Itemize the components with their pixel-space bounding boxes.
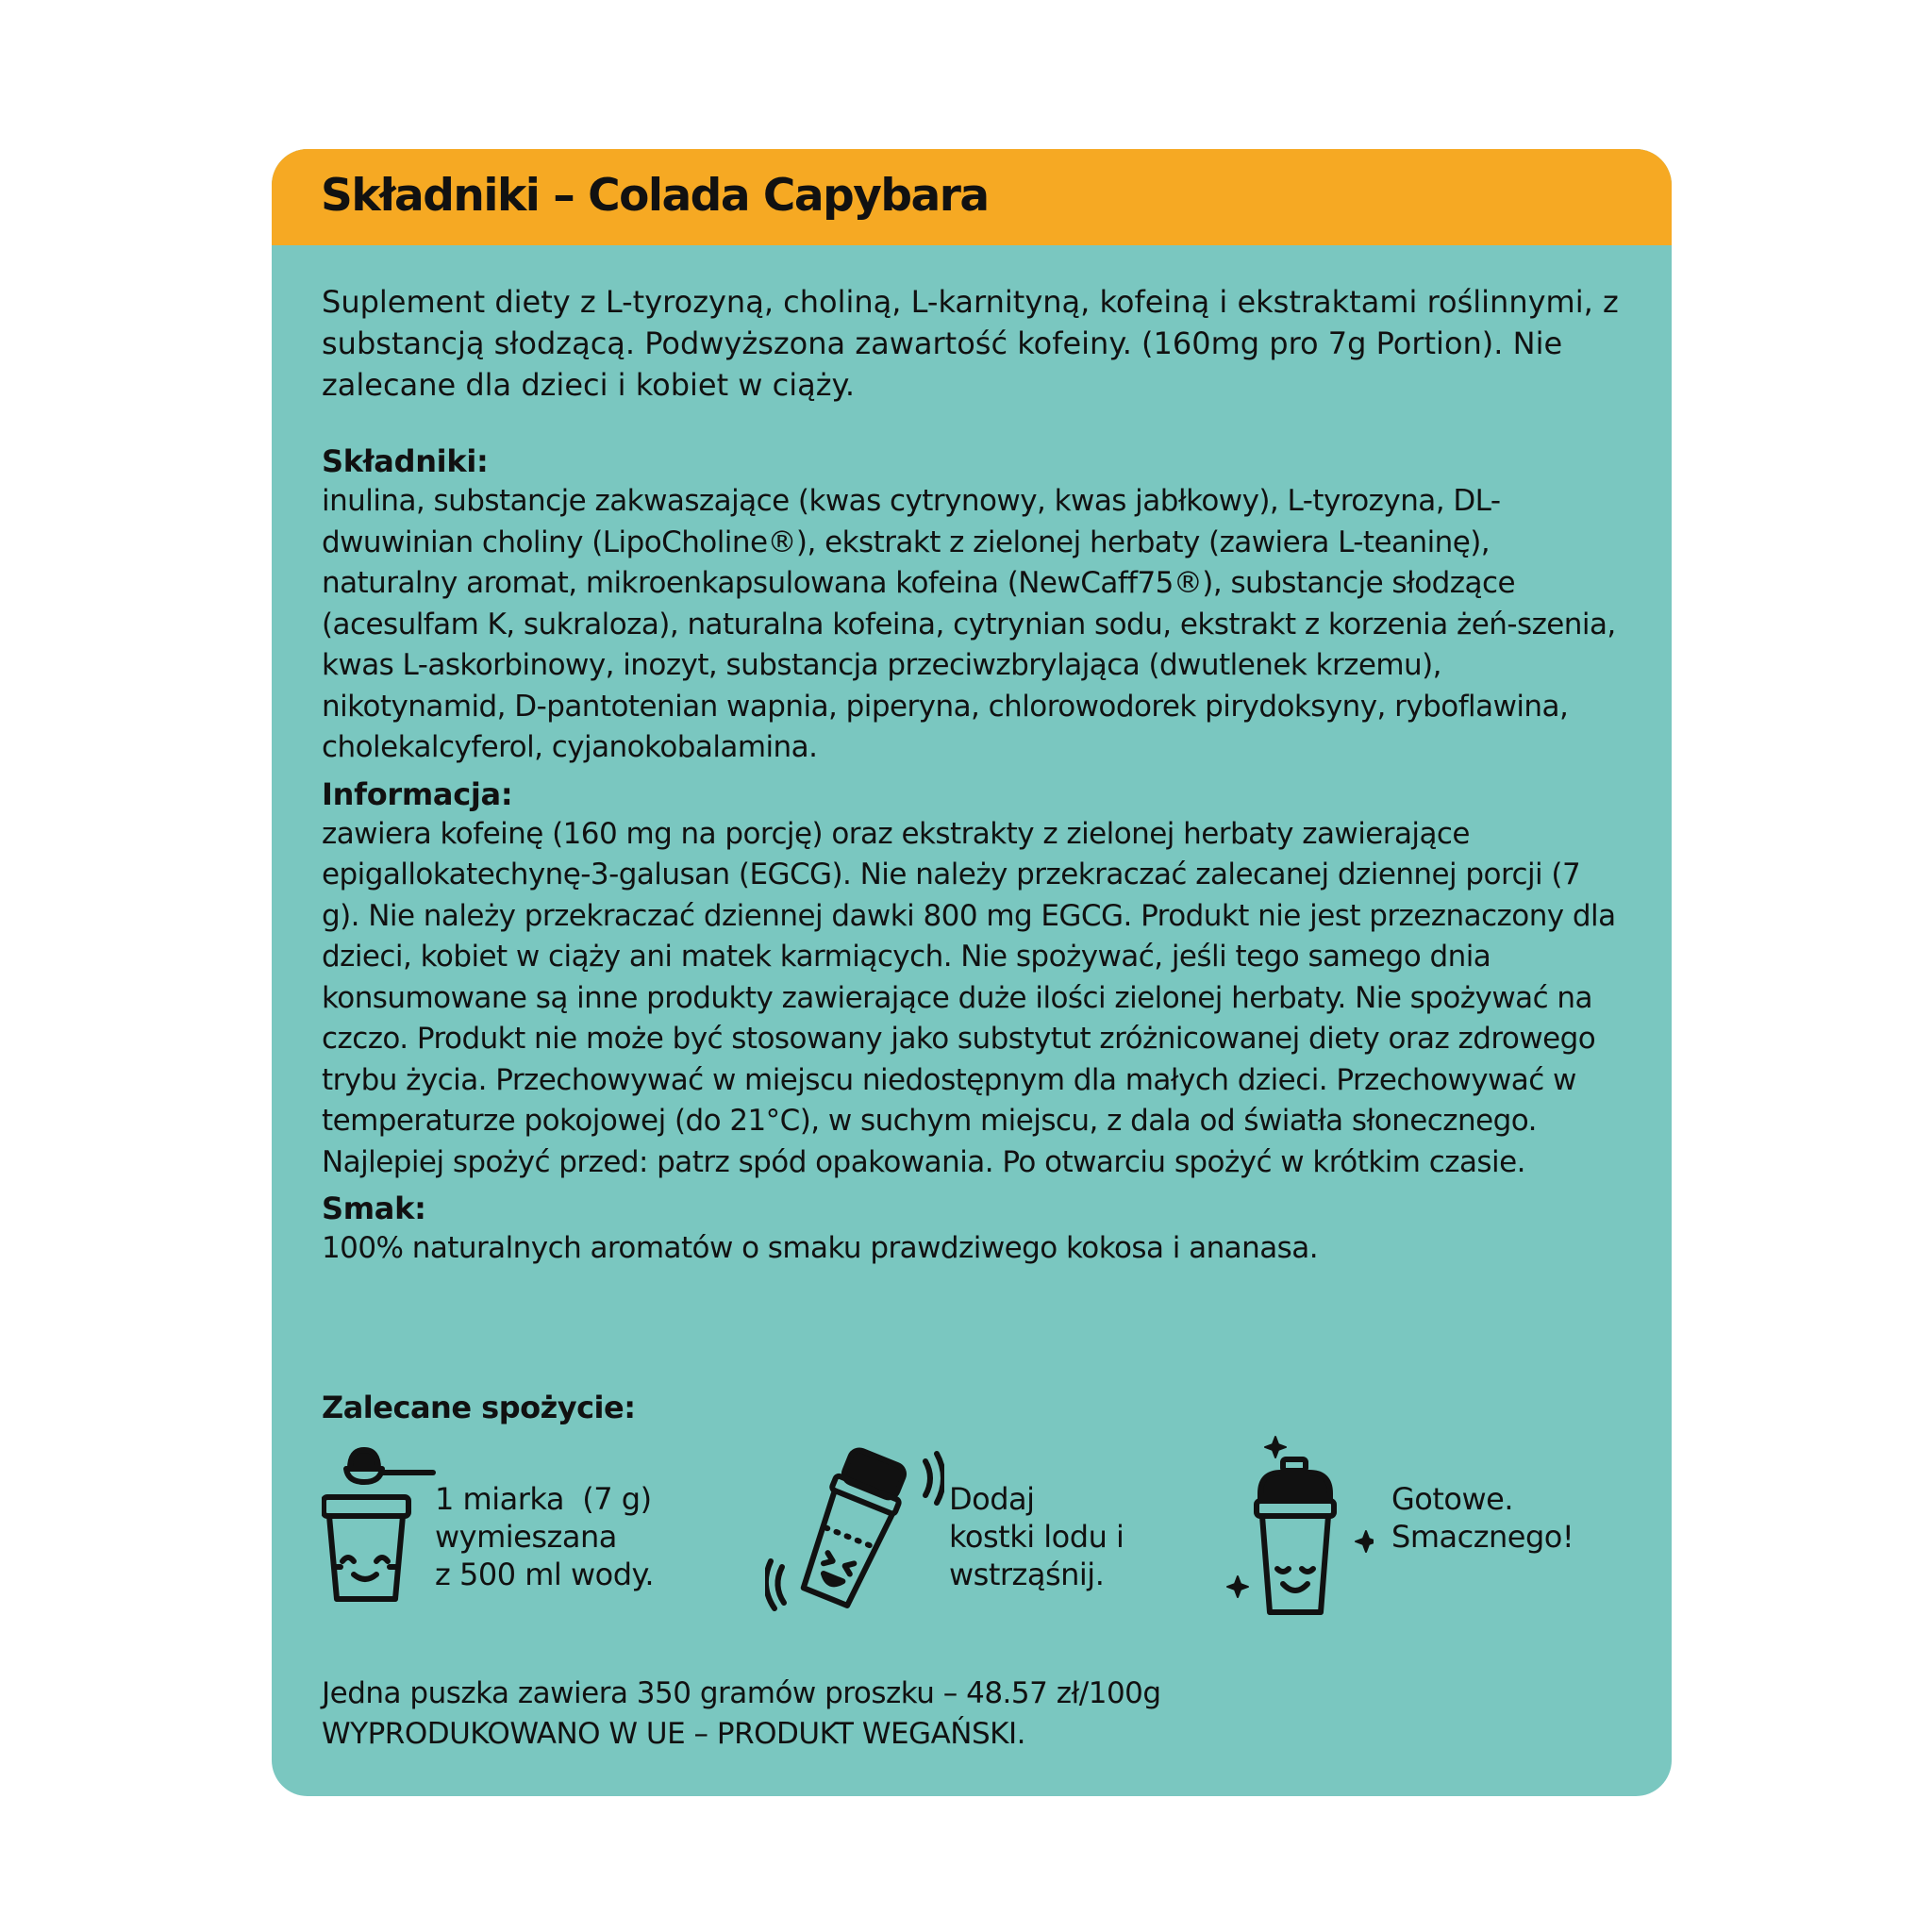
step-1-line-2: wymieszana — [435, 1519, 617, 1555]
step-3-line-1: Gotowe. — [1391, 1481, 1514, 1517]
step-3-line-2: Smacznego! — [1391, 1519, 1574, 1555]
intro-text: Suplement diety z L-tyrozyną, choliną, L-karnityną, kofeiną i ekstraktami roślinnymi, z substancją słodzącą. Podwyższona zawartość kofeiny. (160mg pro 7g Portion). Nie zalecane dla dzieci i kobiet w ciąży. — [322, 284, 1619, 403]
ingredients-heading: Składniki: — [322, 443, 489, 479]
information-text: zawiera kofeinę (160 mg na porcję) oraz ekstrakty z zielonej herbaty zawierające epigallokatechynę-3-galusan (EGCG). Nie należy przekraczać zalecanej dziennej porcji (7 g). Nie należy przekraczać dziennej dawki 800 mg EGCG. Produkt nie jest przeznaczony dla dzieci, kobiet w ciąży ani matek karmiących. Nie spożywać, jeśli tego samego dnia konsumowane są inne produkty zawierające duże ilości zielonej herbaty. Nie spożywać na czczo. Produkt nie może być stosowany jako substytut zróżnicowanej diety oraz zdrowego trybu życia. Przechowywać w miejscu niedostępnym dla małych dzieci. Przechowywać w temperaturze pokojowej (do 21°C), w suchym miejscu, z dala od światła słonecznego. Najlepiej spożyć przed: patrz spód opakowania. Po otwarciu spożyć w krótkim czasie. — [322, 816, 1616, 1179]
step-1-text — [435, 1480, 654, 1593]
ingredients-text: inulina, substancje zakwaszające (kwas cytrynowy, kwas jabłkowy), L-tyrozyna, DL-dwuwinian choliny (LipoCholine®), ekstrakt z zielonej herbaty (zawiera L-teaninę), naturalny aromat, mikroenkapsulowana kofeina (NewCaff75®), substancje słodzące (acesulfam K, sukraloza), naturalna kofeina, cytrynian sodu, ekstrakt z korzenia żeń-szenia, kwas L-askorbinowy, inozyt, substancja przeciwzbrylająca (dwutlenek krzemu), nikotynamid, D-pantotenian wapnia, piperyna, chlorowodorek pirydoksyny, ryboflawina, cholekalcyferol, cyjanokobalamina. — [322, 484, 1616, 764]
step-3-text — [1391, 1480, 1574, 1556]
step-1-line-3: z 500 ml wody. — [435, 1557, 655, 1592]
step-1-line-1: 1 miarka (7 g) — [435, 1481, 652, 1517]
step-2-line-3: wstrząśnij. — [949, 1557, 1105, 1592]
footer-line-1: Jedna puszka zawiera 350 gramów proszku – 48.57 zł/100g — [322, 1676, 1161, 1710]
card-header — [272, 149, 1672, 245]
step-2-line-1: Dodaj — [949, 1481, 1035, 1517]
taste-text: 100% naturalnych aromatów o smaku prawdziwego kokosa i ananasa. — [322, 1231, 1319, 1265]
footer — [322, 1674, 1624, 1755]
step-2-line-2: kostki lodu i — [949, 1519, 1124, 1555]
ingredients-card — [272, 149, 1672, 1796]
footer-line-2: WYPRODUKOWANO W UE – PRODUKT WEGAŃSKI. — [322, 1717, 1025, 1751]
step-2-text — [949, 1480, 1124, 1593]
ready-shaker-icon — [1223, 1427, 1374, 1620]
page-title: Składniki – Colada Capybara — [321, 170, 989, 222]
shaking-shaker-icon — [765, 1444, 944, 1618]
usage-heading: Zalecane spożycie: — [322, 1390, 636, 1425]
cup-with-scoop-icon — [322, 1441, 444, 1614]
information-heading: Informacja: — [322, 775, 513, 812]
taste-heading: Smak: — [322, 1191, 426, 1226]
card-content — [322, 281, 1624, 1275]
